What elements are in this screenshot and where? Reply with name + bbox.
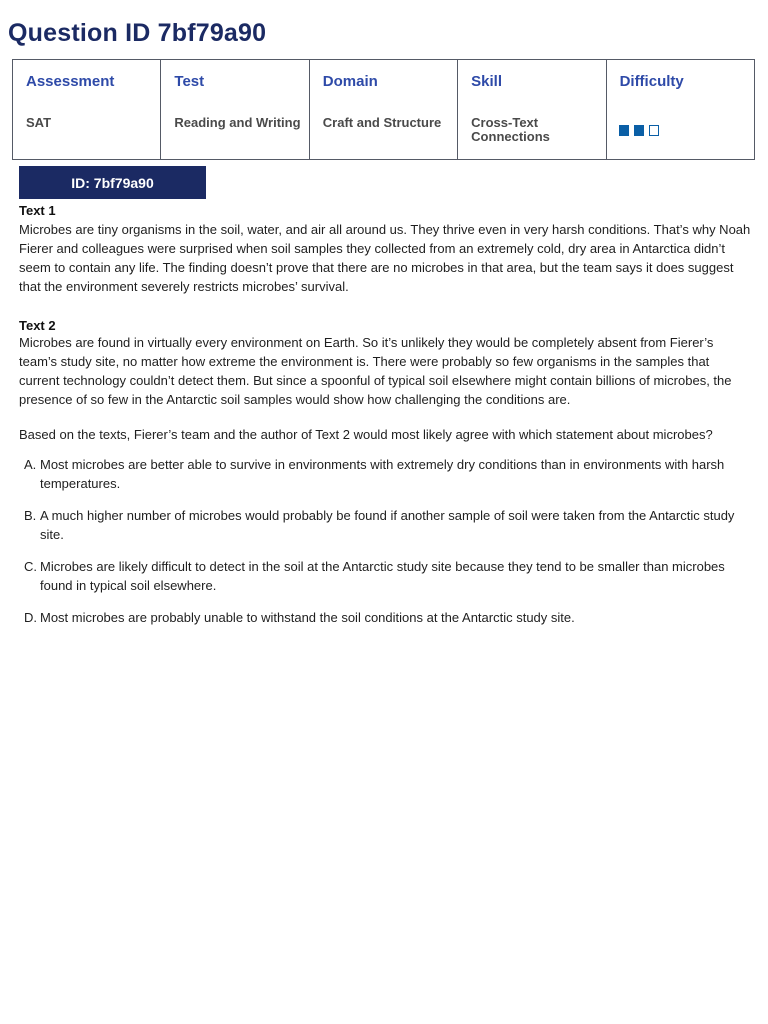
skill-cell [458,60,606,160]
choice-letter: C. [24,559,37,574]
difficulty-heading: Difficulty [619,73,684,90]
page-title: Question ID 7bf79a90 [8,19,267,47]
difficulty-cell [606,60,754,160]
answer-choice-a[interactable] [19,455,751,493]
text1-label: Text 1 [19,203,56,218]
difficulty-square-filled [634,125,644,136]
test-value: Reading and Writing [174,115,301,130]
test-heading: Test [174,73,205,90]
question-meta-table [12,59,755,160]
choice-text: Microbes are likely difficult to detect in the soil at the Antarctic study site because they tend to be smaller than microbes found in typical soil elsewhere. [40,559,725,593]
answer-choice-d[interactable] [19,608,751,627]
domain-value: Craft and Structure [322,115,442,130]
answer-choice-b[interactable] [19,506,751,544]
test-cell [161,60,309,160]
question-stem: Based on the texts, Fierer’s team and the author of Text 2 would most likely agree with which statement about microbes? [19,427,713,442]
skill-value: Cross-Text Connections [471,115,550,144]
difficulty-square-filled [619,125,629,136]
choice-letter: B. [24,508,37,523]
domain-heading: Domain [322,73,378,90]
choice-letter: D. [24,610,37,625]
text1-passage: Microbes are tiny organisms in the soil, water, and air all around us. They thrive even in very harsh conditions. That’s why Noah Fierer and colleagues were surprised when soil samples they collected from an extremely cold, dry area in Antarctica didn’t seem to contain any life. The finding doesn’t prove that there are no microbes in that area, but the team says it does suggest that the environment severely restricts microbes’ survival. [19,222,751,294]
choice-text: Most microbes are probably unable to withstand the soil conditions at the Antarctic study site. [40,610,575,625]
assessment-value: SAT [26,115,52,130]
skill-heading: Skill [471,73,503,90]
difficulty-square-empty [649,125,659,136]
choice-text: A much higher number of microbes would probably be found if another sample of soil were taken from the Antarctic study site. [40,508,735,542]
assessment-cell [13,60,161,160]
choice-text: Most microbes are better able to survive in environments with extremely dry conditions than in environments with harsh temperatures. [40,457,725,491]
question-id-badge: ID: 7bf79a90 [19,166,206,199]
choice-letter: A. [24,457,37,472]
question-content [19,201,751,640]
difficulty-indicator [619,125,659,136]
text2-label: Text 2 [19,318,56,333]
text2-passage: Microbes are found in virtually every environment on Earth. So it’s unlikely they would be completely absent from Fierer’s team’s study site, no matter how extreme the environment is. There were probably so few organisms in the samples that current technology couldn’t detect them. But since a spoonful of typical soil elsewhere might contain billions of microbes, the presence of so few in the Antarctic soil samples would show how challenging the conditions are. [19,335,732,407]
answer-choice-c[interactable] [19,557,751,595]
assessment-heading: Assessment [26,73,115,90]
answer-choices [19,455,751,627]
domain-cell [309,60,457,160]
